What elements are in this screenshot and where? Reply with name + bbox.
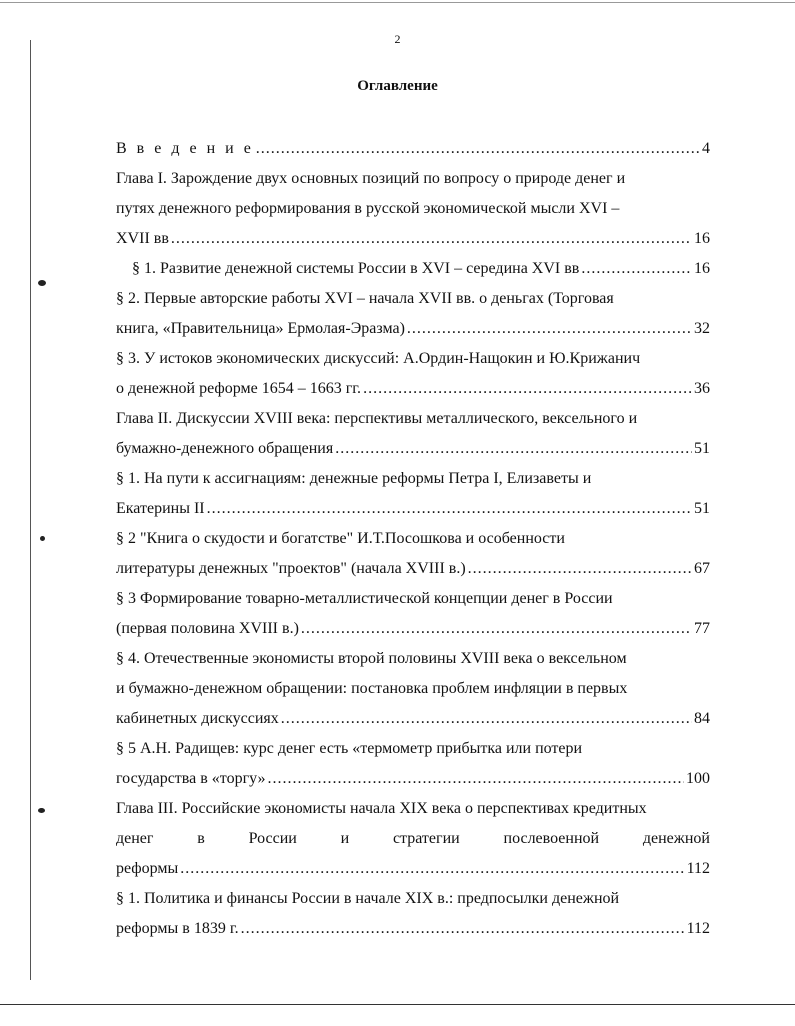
- dot-leader: [281, 704, 692, 734]
- toc-page-number: 67: [694, 560, 710, 577]
- dot-leader: [256, 134, 700, 164]
- scan-border-bottom: [0, 1004, 795, 1005]
- toc-entry-line: Глава I. Зарождение двух основных позиций по вопросу о природе денег и: [116, 170, 626, 187]
- scan-mark: [38, 808, 45, 813]
- toc-entry-line: § 1. На пути к ассигнациям: денежные реформы Петра I, Елизаветы и: [116, 470, 592, 487]
- toc-word: денег: [116, 830, 154, 847]
- dot-leader: [268, 764, 684, 794]
- toc-entry-intro[interactable]: [116, 134, 710, 164]
- toc-entry-section-1-2[interactable]: [116, 284, 710, 344]
- page-number: 2: [394, 32, 401, 46]
- toc-page-number: 112: [686, 920, 710, 937]
- toc-entry-section-2-1[interactable]: [116, 464, 710, 524]
- toc-entry-line: Глава II. Дискуссии XVIII века: перспективы металлического, вексельного и: [116, 410, 638, 427]
- page-title: Оглавление: [357, 78, 438, 94]
- toc-entry-line: XVII вв: [116, 230, 169, 247]
- toc-entry-line: путях денежного реформирования в русской экономической мысли XVI –: [116, 200, 620, 217]
- toc-entry-line: Екатерины II: [116, 500, 205, 517]
- toc-page-number: 77: [694, 620, 710, 637]
- table-of-contents: [116, 134, 710, 944]
- scan-border-left: [30, 40, 31, 980]
- dot-leader: [407, 314, 692, 344]
- scan-border-top: [0, 2, 795, 3]
- dot-leader: [581, 254, 692, 284]
- toc-entry-section-3-1[interactable]: [116, 884, 710, 944]
- toc-entry-line: литературы денежных "проектов" (начала XVIII в.): [116, 560, 466, 577]
- dot-leader: [171, 224, 692, 254]
- toc-entry-line: государства в «торгу»: [116, 770, 266, 787]
- toc-entry-line: § 4. Отечественные экономисты второй половины XVIII века о вексельном: [116, 650, 627, 667]
- toc-entry-title: В в е д е н и е: [116, 140, 254, 157]
- toc-entry-chapter-1[interactable]: [116, 164, 710, 254]
- toc-entry-line: § 3 Формирование товарно-металлистической концепции денег в России: [116, 590, 613, 607]
- toc-entry-section-2-4[interactable]: [116, 644, 710, 734]
- toc-entry-line: и бумажно-денежном обращении: постановка проблем инфляции в первых: [116, 680, 628, 697]
- toc-page-number: 84: [694, 710, 710, 727]
- toc-entry-line: § 3. У истоков экономических дискуссий: А.Ордин-Нащокин и Ю.Крижанич: [116, 350, 641, 367]
- toc-word: денежной: [642, 830, 710, 847]
- toc-entry-line: бумажно-денежного обращения: [116, 440, 334, 457]
- dot-leader: [363, 374, 692, 404]
- toc-entry-line: § 2 "Книга о скудости и богатстве" И.Т.Посошкова и особенности: [116, 530, 565, 547]
- toc-entry-section-2-5[interactable]: [116, 734, 710, 794]
- toc-entry-chapter-2[interactable]: [116, 404, 710, 464]
- toc-entry-line: [116, 824, 710, 854]
- toc-entry-title: § 1. Развитие денежной системы России в XVI – середина XVI вв: [132, 260, 580, 277]
- toc-entry-line: § 1. Политика и финансы России в начале XIX в.: предпосылки денежной: [116, 890, 620, 907]
- toc-entry-section-2-2[interactable]: [116, 524, 710, 584]
- toc-page-number: 32: [694, 320, 710, 337]
- toc-page-number: 16: [694, 260, 710, 277]
- toc-entry-chapter-3[interactable]: [116, 794, 710, 884]
- toc-page-number: 112: [686, 860, 710, 877]
- toc-page-number: 36: [694, 380, 710, 397]
- toc-page-number: 16: [694, 230, 710, 247]
- toc-word: и: [340, 830, 350, 847]
- toc-word: России: [248, 830, 297, 847]
- toc-word: в: [197, 830, 205, 847]
- toc-entry-line: реформы в 1839 г.: [116, 920, 239, 937]
- toc-entry-section-1-3[interactable]: [116, 344, 710, 404]
- toc-word: послевоенной: [503, 830, 600, 847]
- toc-page-number: 4: [702, 140, 710, 157]
- toc-entry-line: § 2. Первые авторские работы XVI – начала XVII вв. о деньгах (Торговая: [116, 290, 614, 307]
- toc-entry-line: Глава III. Российские экономисты начала XIX века о перспективах кредитных: [116, 800, 647, 817]
- toc-entry-line: § 5 А.Н. Радищев: курс денег есть «термометр прибытка или потери: [116, 740, 583, 757]
- scan-mark: [38, 280, 46, 286]
- dot-leader: [207, 494, 692, 524]
- dot-leader: [468, 554, 692, 584]
- toc-entry-line: книга, «Правительница» Ермолая-Эразма): [116, 320, 405, 337]
- toc-entry-section-2-3[interactable]: [116, 584, 710, 644]
- toc-page-number: 51: [694, 440, 710, 457]
- dot-leader: [241, 914, 685, 944]
- toc-page-number: 51: [694, 500, 710, 517]
- scan-mark: [40, 536, 45, 541]
- dot-leader: [335, 434, 692, 464]
- toc-page-number: 100: [686, 770, 710, 787]
- toc-entry-line: реформы: [116, 860, 179, 877]
- dot-leader: [301, 614, 692, 644]
- toc-entry-line: кабинетных дискуссиях: [116, 710, 279, 727]
- dot-leader: [180, 854, 684, 884]
- toc-word: стратегии: [392, 830, 460, 847]
- toc-entry-section-1-1[interactable]: [116, 254, 710, 284]
- toc-entry-line: о денежной реформе 1654 – 1663 гг.: [116, 380, 362, 397]
- toc-entry-line: (первая половина XVIII в.): [116, 620, 299, 637]
